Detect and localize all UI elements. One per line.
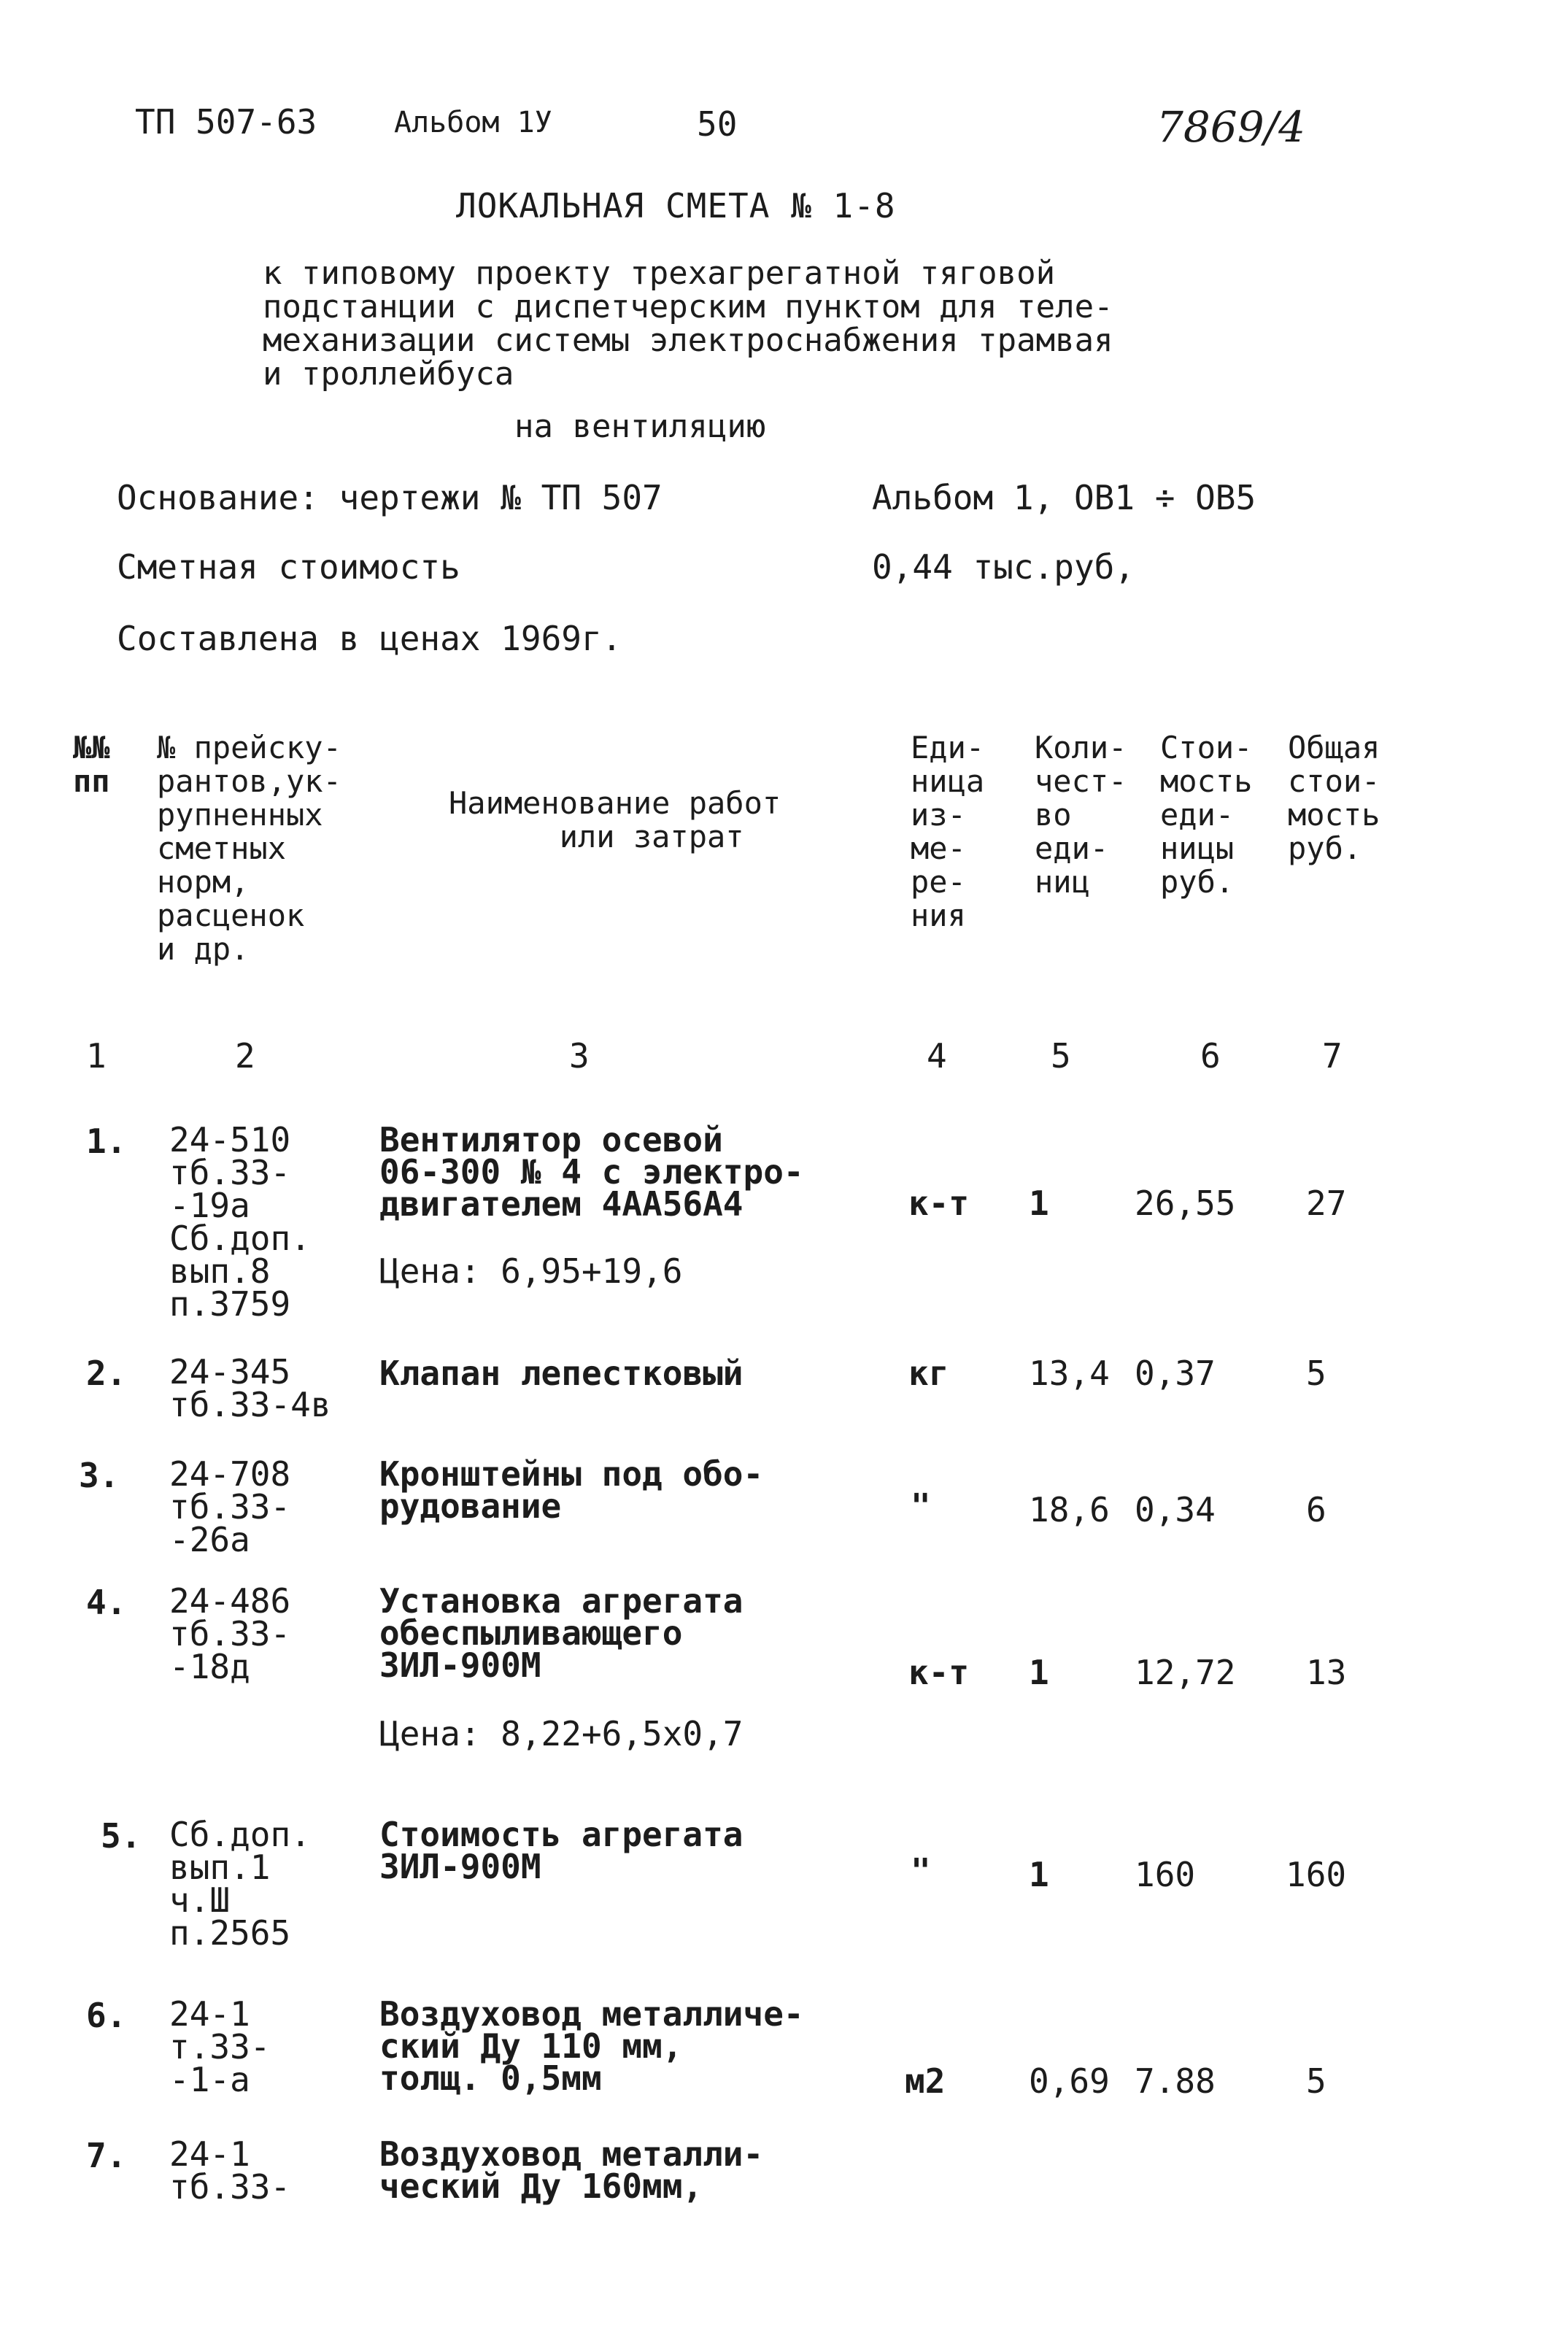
subtitle-line: и троллейбуса [263,355,514,393]
row-price-note: Цена: 6,95+19,6 [379,1251,683,1291]
basis-value: Альбом 1, ОВ1 ÷ ОВ5 [872,478,1256,517]
header-inventory-number: 7869/4 [1156,102,1306,152]
column-number: 7 [1322,1036,1343,1076]
row-price-note: Цена: 8,22+6,5х0,7 [379,1714,744,1753]
document-title: ЛОКАЛЬНАЯ СМЕТА № 1-8 [456,186,896,225]
subtitle-line: механизации системы электроснабжения трамвая [263,322,1113,359]
row-name: Стоимость агрегата ЗИЛ-900М [379,1815,744,1886]
row-quantity: 0,69 [1029,2061,1110,2101]
row-total: 160 [1286,1855,1347,1894]
col-header-1: №№ пп [73,730,110,799]
row-name: Воздуховод металличе- ский Ду 110 мм, толщ. 0,5мм [379,1994,804,2098]
cost-label: Сметная стоимость [117,547,460,587]
col-header-6: Стои- мость еди- ницы руб. [1160,730,1253,900]
row-unit: кг [908,1354,949,1393]
row-unit: м2 [905,2061,946,2101]
row-unit: к-т [908,1653,970,1692]
prices-note: Составлена в ценах 1969г. [117,619,622,658]
row-total: 5 [1306,1354,1326,1393]
row-unit: " [911,1851,931,1891]
row-unit-cost: 7.88 [1135,2061,1216,2101]
row-code: 24-510 тб.33- -19а Сб.доп. вып.8 п.3759 [169,1120,311,1324]
row-number: 4. [86,1583,127,1622]
estimate-subject: на вентиляцию [514,408,766,445]
row-unit-cost: 160 [1135,1855,1196,1894]
row-number: 6. [86,1996,127,2035]
column-number: 2 [235,1036,255,1076]
column-number: 1 [86,1036,107,1076]
row-quantity: 1 [1029,1184,1049,1223]
column-number: 5 [1051,1036,1071,1076]
row-name: Установка агрегата обеспыливающего ЗИЛ-900М [379,1581,744,1685]
row-unit-cost: 0,34 [1135,1490,1216,1529]
row-unit-cost: 12,72 [1135,1653,1236,1692]
row-name: Кронштейны под обо- рудование [379,1454,764,1526]
row-unit: к-т [908,1184,970,1223]
row-number: 2. [86,1354,127,1393]
basis-label: Основание: чертежи № ТП 507 [117,478,663,517]
col-header-4: Еди- ница из- ме- ре- ния [911,730,985,933]
row-quantity: 1 [1029,1653,1049,1692]
row-number: 3. [79,1456,120,1495]
row-number: 5. [101,1816,142,1856]
row-name: Вентилятор осевой 06-300 № 4 с электро- двигателем 4АА56А4 [379,1120,804,1224]
row-number: 1. [86,1122,127,1161]
row-quantity: 1 [1029,1855,1049,1894]
column-number: 3 [569,1036,590,1076]
header-series: ТП 507-63 [135,102,317,142]
row-name: Воздуховод металли- ческий Ду 160мм, [379,2134,764,2206]
row-code: Сб.доп. вып.1 ч.Ш п.2565 [169,1815,311,1953]
row-total: 13 [1306,1653,1347,1692]
row-code: 24-708 тб.33- -26а [169,1454,291,1559]
row-unit-cost: 0,37 [1135,1354,1216,1393]
header-album: Альбом 1У [394,106,552,139]
row-total: 27 [1306,1184,1347,1223]
row-quantity: 18,6 [1029,1490,1110,1529]
col-header-3: Наименование работ или затрат [449,785,781,854]
col-header-7: Общая стои- мость руб. [1288,730,1380,866]
col-header-2: № прейску- рантов,ук- рупненных сметных норм, расценок и др. [157,730,341,967]
row-code: 24-486 тб.33- -18д [169,1581,291,1686]
row-code: 24-1 тб.33- [169,2134,291,2207]
row-quantity: 13,4 [1029,1354,1110,1393]
column-number: 4 [927,1036,947,1076]
row-total: 6 [1306,1490,1326,1529]
row-total: 5 [1306,2061,1326,2101]
header-page-number: 50 [697,104,738,144]
subtitle-line: подстанции с диспетчерским пунктом для теле- [263,288,1113,325]
row-number: 7. [86,2136,127,2175]
col-header-5: Коли- чест- во еди- ниц [1035,730,1127,900]
cost-value: 0,44 тыс.руб, [872,547,1135,587]
row-unit: " [911,1486,931,1526]
row-code: 24-345 тб.33-4в [169,1352,331,1424]
row-name: Клапан лепестковый [379,1354,744,1393]
column-number: 6 [1200,1036,1221,1076]
row-unit-cost: 26,55 [1135,1184,1236,1223]
subtitle-line: к типовому проекту трехагрегатной тяговой [263,255,1056,292]
row-code: 24-1 т.33- -1-а [169,1994,271,2099]
